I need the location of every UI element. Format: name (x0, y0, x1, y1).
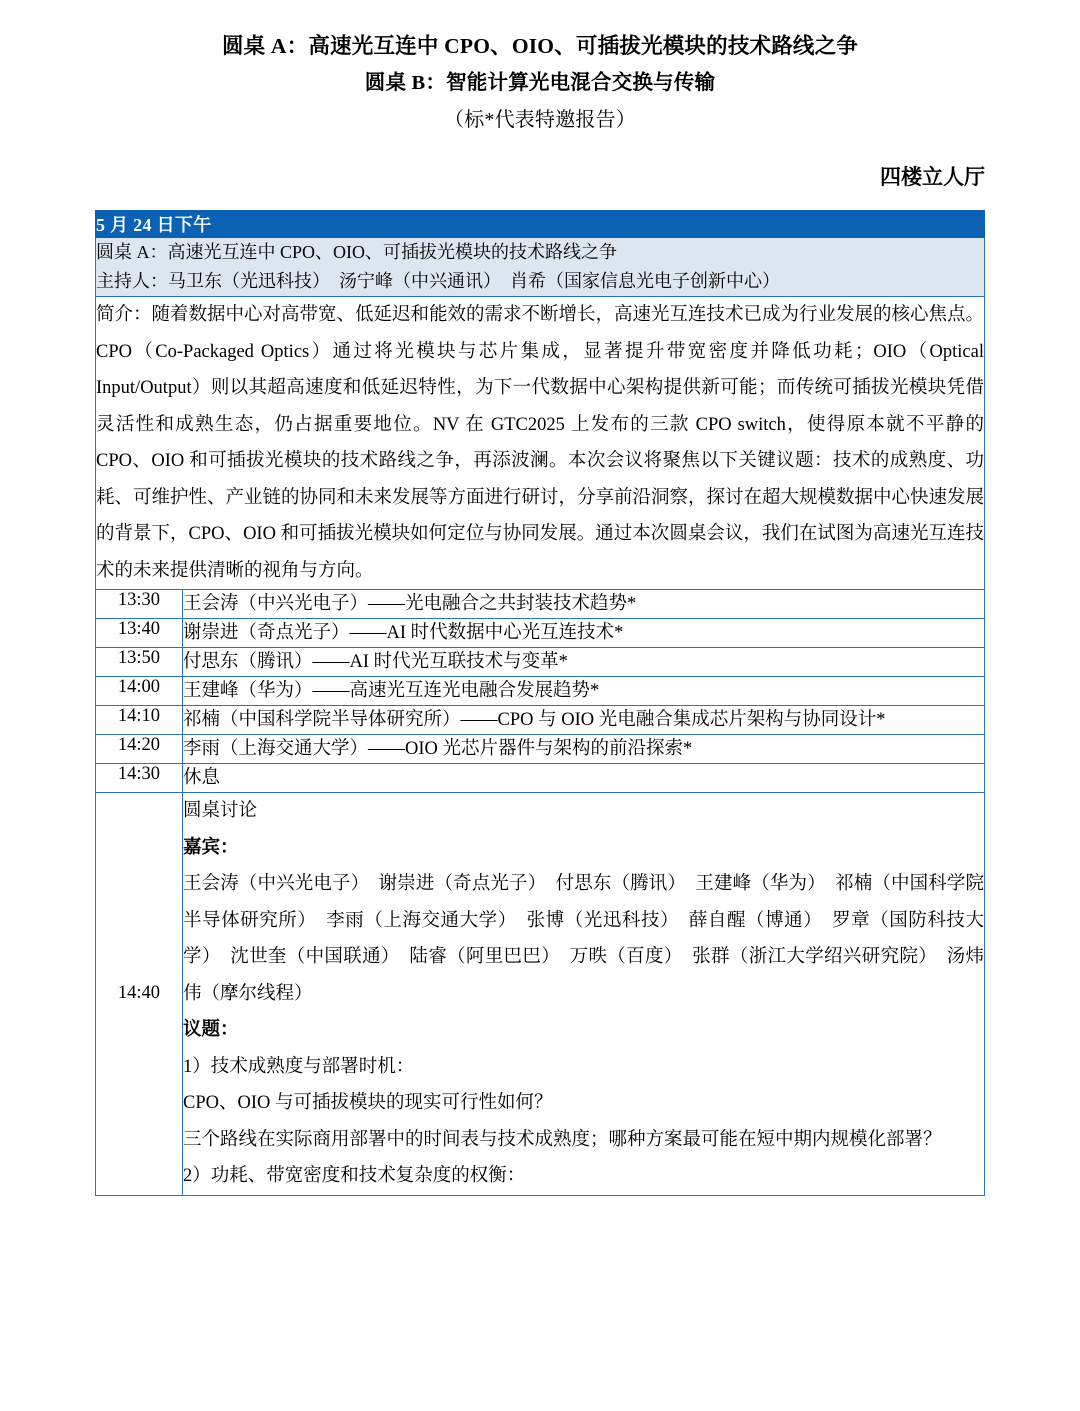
session-text: 谢崇进（奇点光子）——AI 时代数据中心光互连技术* (183, 619, 985, 648)
table-row-header (96, 211, 985, 238)
session-title: 圆桌 A：高速光互连中 CPO、OIO、可插拔光模块的技术路线之争 (96, 242, 618, 262)
session-text: 祁楠（中国科学院半导体研究所）——CPO 与 OIO 光电融合集成芯片架构与协同设计* (183, 706, 985, 735)
table-row (96, 735, 985, 764)
table-row-intro (96, 297, 985, 590)
session-time: 14:20 (96, 735, 183, 764)
session-text: 李雨（上海交通大学）——OIO 光芯片器件与架构的前沿探索* (183, 735, 985, 764)
roundtable-heading: 圆桌讨论 (183, 801, 258, 821)
topic-2-title: 2）功耗、带宽密度和技术复杂度的权衡： (183, 1166, 526, 1186)
venue-label: 四楼立人厅 (880, 165, 985, 189)
intro-paragraph: 简介：随着数据中心对高带宽、低延迟和能效的需求不断增长，高速光互连技术已成为行业发展的核心焦点。CPO（Co-Packaged Optics）通过将光模块与芯片集成，显著提升带宽密度并降低功耗；OIO（Optical Input/Output）则以其超高速度和低延迟特性，为下一代数据中心架构提供新可能；而传统可插拔光模块凭借灵活性和成熟生态，仍占据重要地位。NV 在 GTC2025 上发布的三款 CPO switch，使得原本就不平静的 CPO、OIO 和可插拔光模块的技术路线之争，再添波澜。本次会议将聚焦以下关键议题：技术的成熟度、功耗、可维护性、产业链的协同和未来发展等方面进行研讨，分享前沿洞察，探讨在超大规模数据中心快速发展的背景下，CPO、OIO 和可插拔光模块如何定位与协同发展。通过本次圆桌会议，我们在试图为高速光互连技术的未来提供清晰的视角与方向。 (96, 305, 985, 581)
topic-1-title: 1）技术成熟度与部署时机： (183, 1056, 415, 1077)
intro-cell (96, 297, 985, 590)
session-time: 14:30 (96, 764, 183, 793)
session-hosts: 主持人：马卫东（光迅科技） 汤宁峰（中兴通讯） 肖希（国家信息光电子创新中心） (96, 271, 780, 291)
session-time: 13:30 (96, 590, 183, 619)
roundtable-time: 14:40 (96, 793, 183, 1196)
title-line-note: （标*代表特邀报告） (444, 109, 636, 131)
session-text: 付思东（腾讯）——AI 时代光互联技术与变革* (183, 648, 985, 677)
title-line-roundtable-b: 圆桌 B：智能计算光电混合交换与传输 (364, 72, 716, 94)
topics-label: 议题： (183, 1020, 239, 1040)
table-row (96, 677, 985, 706)
title-line-roundtable-a: 圆桌 A：高速光互连中 CPO、OIO、可插拔光模块的技术路线之争 (221, 34, 859, 58)
guests-label: 嘉宾： (183, 837, 239, 858)
table-row (96, 590, 985, 619)
session-text: 休息 (183, 764, 985, 793)
session-time: 14:00 (96, 677, 183, 706)
table-row (96, 619, 985, 648)
table-row-roundtable (96, 793, 985, 1196)
table-row (96, 764, 985, 793)
session-time: 14:10 (96, 706, 183, 735)
session-text: 王会涛（中兴光电子）——光电融合之共封装技术趋势* (183, 590, 985, 619)
session-text: 王建峰（华为）——高速光互连光电融合发展趋势* (183, 677, 985, 706)
session-info-cell (96, 238, 985, 297)
session-time: 13:40 (96, 619, 183, 648)
document-title-block (0, 0, 1080, 139)
topic-1-question-2: 三个路线在实际商用部署中的时间表与技术成熟度；哪种方案最可能在短中期内规模化部署？ (183, 1129, 942, 1150)
table-row (96, 706, 985, 735)
agenda-table (95, 210, 985, 1196)
guests-list: 王会涛（中兴光电子） 谢崇进（奇点光子） 付思东（腾讯） 王建峰（华为） 祁楠（中国科学院半导体研究所） 李雨（上海交通大学） 张博（光迅科技） 薛自醒（博通） 罗章（国防科技大学） 沈世奎（中国联通） 陆睿（阿里巴巴） 万昳（百度） 张群（浙江大学绍兴研究院） 汤炜伟（摩尔线程） (183, 874, 984, 1004)
table-row-info (96, 238, 985, 297)
venue-row (0, 161, 1080, 191)
roundtable-cell (183, 793, 985, 1196)
table-row (96, 648, 985, 677)
date-header-cell: 5 月 24 日下午 (96, 211, 985, 238)
topic-1-question-1: CPO、OIO 与可插拔模块的现实可行性如何？ (183, 1093, 553, 1113)
session-time: 13:50 (96, 648, 183, 677)
